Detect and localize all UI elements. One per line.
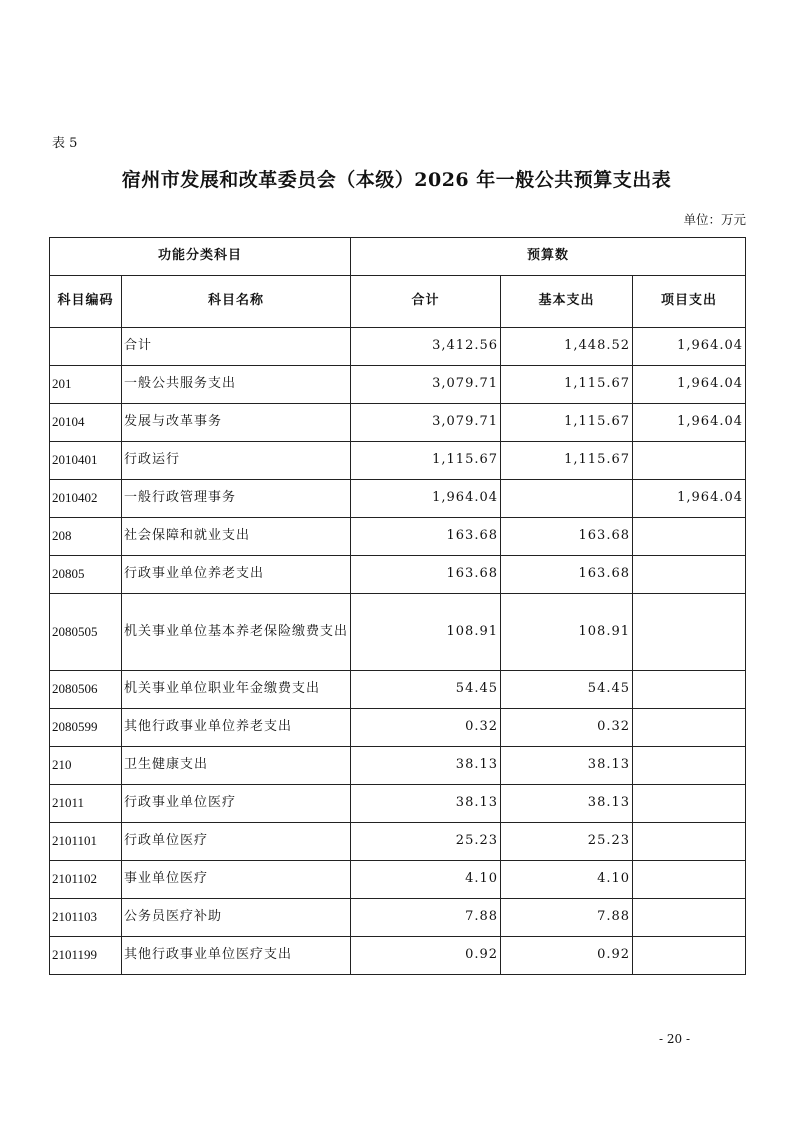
table-row <box>50 480 746 518</box>
cell-name: 机关事业单位职业年金缴费支出 <box>122 671 351 709</box>
cell-total: 0.32 <box>351 709 501 747</box>
cell-code: 2010402 <box>50 480 122 518</box>
cell-total: 3,412.56 <box>351 328 501 366</box>
cell-total: 108.91 <box>351 594 501 671</box>
cell-project <box>633 747 746 785</box>
cell-name: 事业单位医疗 <box>122 861 351 899</box>
header-basic: 基本支出 <box>501 276 633 328</box>
table-row <box>50 328 746 366</box>
cell-code: 20104 <box>50 404 122 442</box>
cell-project <box>633 594 746 671</box>
table-row <box>50 556 746 594</box>
cell-project <box>633 823 746 861</box>
cell-name: 行政事业单位养老支出 <box>122 556 351 594</box>
cell-code: 2101101 <box>50 823 122 861</box>
cell-total: 4.10 <box>351 861 501 899</box>
cell-name: 行政运行 <box>122 442 351 480</box>
cell-basic: 1,115.67 <box>501 366 633 404</box>
cell-basic: 163.68 <box>501 518 633 556</box>
cell-project <box>633 556 746 594</box>
cell-code: 2101103 <box>50 899 122 937</box>
cell-project: 1,964.04 <box>633 480 746 518</box>
header-name: 科目名称 <box>122 276 351 328</box>
cell-name: 行政事业单位医疗 <box>122 785 351 823</box>
table-row <box>50 594 746 671</box>
cell-code: 2010401 <box>50 442 122 480</box>
cell-total: 54.45 <box>351 671 501 709</box>
table-row <box>50 404 746 442</box>
cell-code: 2080505 <box>50 594 122 671</box>
cell-basic: 1,115.67 <box>501 404 633 442</box>
document-title: 宿州市发展和改革委员会（本级）2026 年一般公共预算支出表 <box>121 169 672 191</box>
cell-code: 21011 <box>50 785 122 823</box>
cell-code: 2080506 <box>50 671 122 709</box>
cell-code: 2080599 <box>50 709 122 747</box>
cell-name: 一般公共服务支出 <box>122 366 351 404</box>
table-row <box>50 899 746 937</box>
cell-total: 163.68 <box>351 556 501 594</box>
header-budget-amount: 预算数 <box>351 238 746 276</box>
cell-total: 3,079.71 <box>351 366 501 404</box>
table-row <box>50 518 746 556</box>
cell-basic: 163.68 <box>501 556 633 594</box>
cell-project <box>633 861 746 899</box>
cell-total: 163.68 <box>351 518 501 556</box>
cell-basic <box>501 480 633 518</box>
table-row <box>50 442 746 480</box>
cell-code <box>50 328 122 366</box>
budget-table <box>49 237 746 975</box>
cell-basic: 7.88 <box>501 899 633 937</box>
cell-basic: 1,448.52 <box>501 328 633 366</box>
table-row <box>50 747 746 785</box>
cell-basic: 38.13 <box>501 785 633 823</box>
cell-total: 7.88 <box>351 899 501 937</box>
cell-code: 210 <box>50 747 122 785</box>
table-row <box>50 861 746 899</box>
cell-basic: 54.45 <box>501 671 633 709</box>
cell-project: 1,964.04 <box>633 328 746 366</box>
table-label: 表 5 <box>52 136 78 151</box>
cell-name: 其他行政事业单位养老支出 <box>122 709 351 747</box>
table-row <box>50 671 746 709</box>
cell-name: 其他行政事业单位医疗支出 <box>122 937 351 975</box>
cell-project <box>633 709 746 747</box>
table-row <box>50 709 746 747</box>
table-row <box>50 937 746 975</box>
header-functional-classification: 功能分类科目 <box>50 238 351 276</box>
table-row <box>50 823 746 861</box>
header-code: 科目编码 <box>50 276 122 328</box>
cell-code: 2101199 <box>50 937 122 975</box>
unit-label: 单位：万元 <box>683 212 746 227</box>
cell-basic: 25.23 <box>501 823 633 861</box>
cell-code: 201 <box>50 366 122 404</box>
cell-code: 2101102 <box>50 861 122 899</box>
header-row-2 <box>50 276 746 328</box>
cell-code: 20805 <box>50 556 122 594</box>
cell-basic: 38.13 <box>501 747 633 785</box>
cell-basic: 0.32 <box>501 709 633 747</box>
table-row <box>50 785 746 823</box>
cell-total: 38.13 <box>351 747 501 785</box>
cell-project <box>633 785 746 823</box>
cell-name: 行政单位医疗 <box>122 823 351 861</box>
table-row <box>50 366 746 404</box>
cell-total: 0.92 <box>351 937 501 975</box>
cell-name: 发展与改革事务 <box>122 404 351 442</box>
cell-total: 38.13 <box>351 785 501 823</box>
cell-basic: 108.91 <box>501 594 633 671</box>
cell-basic: 4.10 <box>501 861 633 899</box>
header-project: 项目支出 <box>633 276 746 328</box>
cell-project <box>633 518 746 556</box>
cell-name: 机关事业单位基本养老保险缴费支出 <box>122 594 351 671</box>
cell-total: 1,115.67 <box>351 442 501 480</box>
cell-project <box>633 671 746 709</box>
cell-name: 合计 <box>122 328 351 366</box>
cell-code: 208 <box>50 518 122 556</box>
cell-name: 一般行政管理事务 <box>122 480 351 518</box>
header-total: 合计 <box>351 276 501 328</box>
cell-name: 社会保障和就业支出 <box>122 518 351 556</box>
cell-total: 1,964.04 <box>351 480 501 518</box>
cell-project <box>633 442 746 480</box>
cell-project: 1,964.04 <box>633 404 746 442</box>
cell-project <box>633 937 746 975</box>
cell-name: 卫生健康支出 <box>122 747 351 785</box>
cell-project: 1,964.04 <box>633 366 746 404</box>
page-number: - 20 - <box>659 1032 691 1046</box>
header-row-1 <box>50 238 746 276</box>
cell-project <box>633 899 746 937</box>
cell-total: 25.23 <box>351 823 501 861</box>
cell-basic: 0.92 <box>501 937 633 975</box>
cell-total: 3,079.71 <box>351 404 501 442</box>
cell-name: 公务员医疗补助 <box>122 899 351 937</box>
cell-basic: 1,115.67 <box>501 442 633 480</box>
